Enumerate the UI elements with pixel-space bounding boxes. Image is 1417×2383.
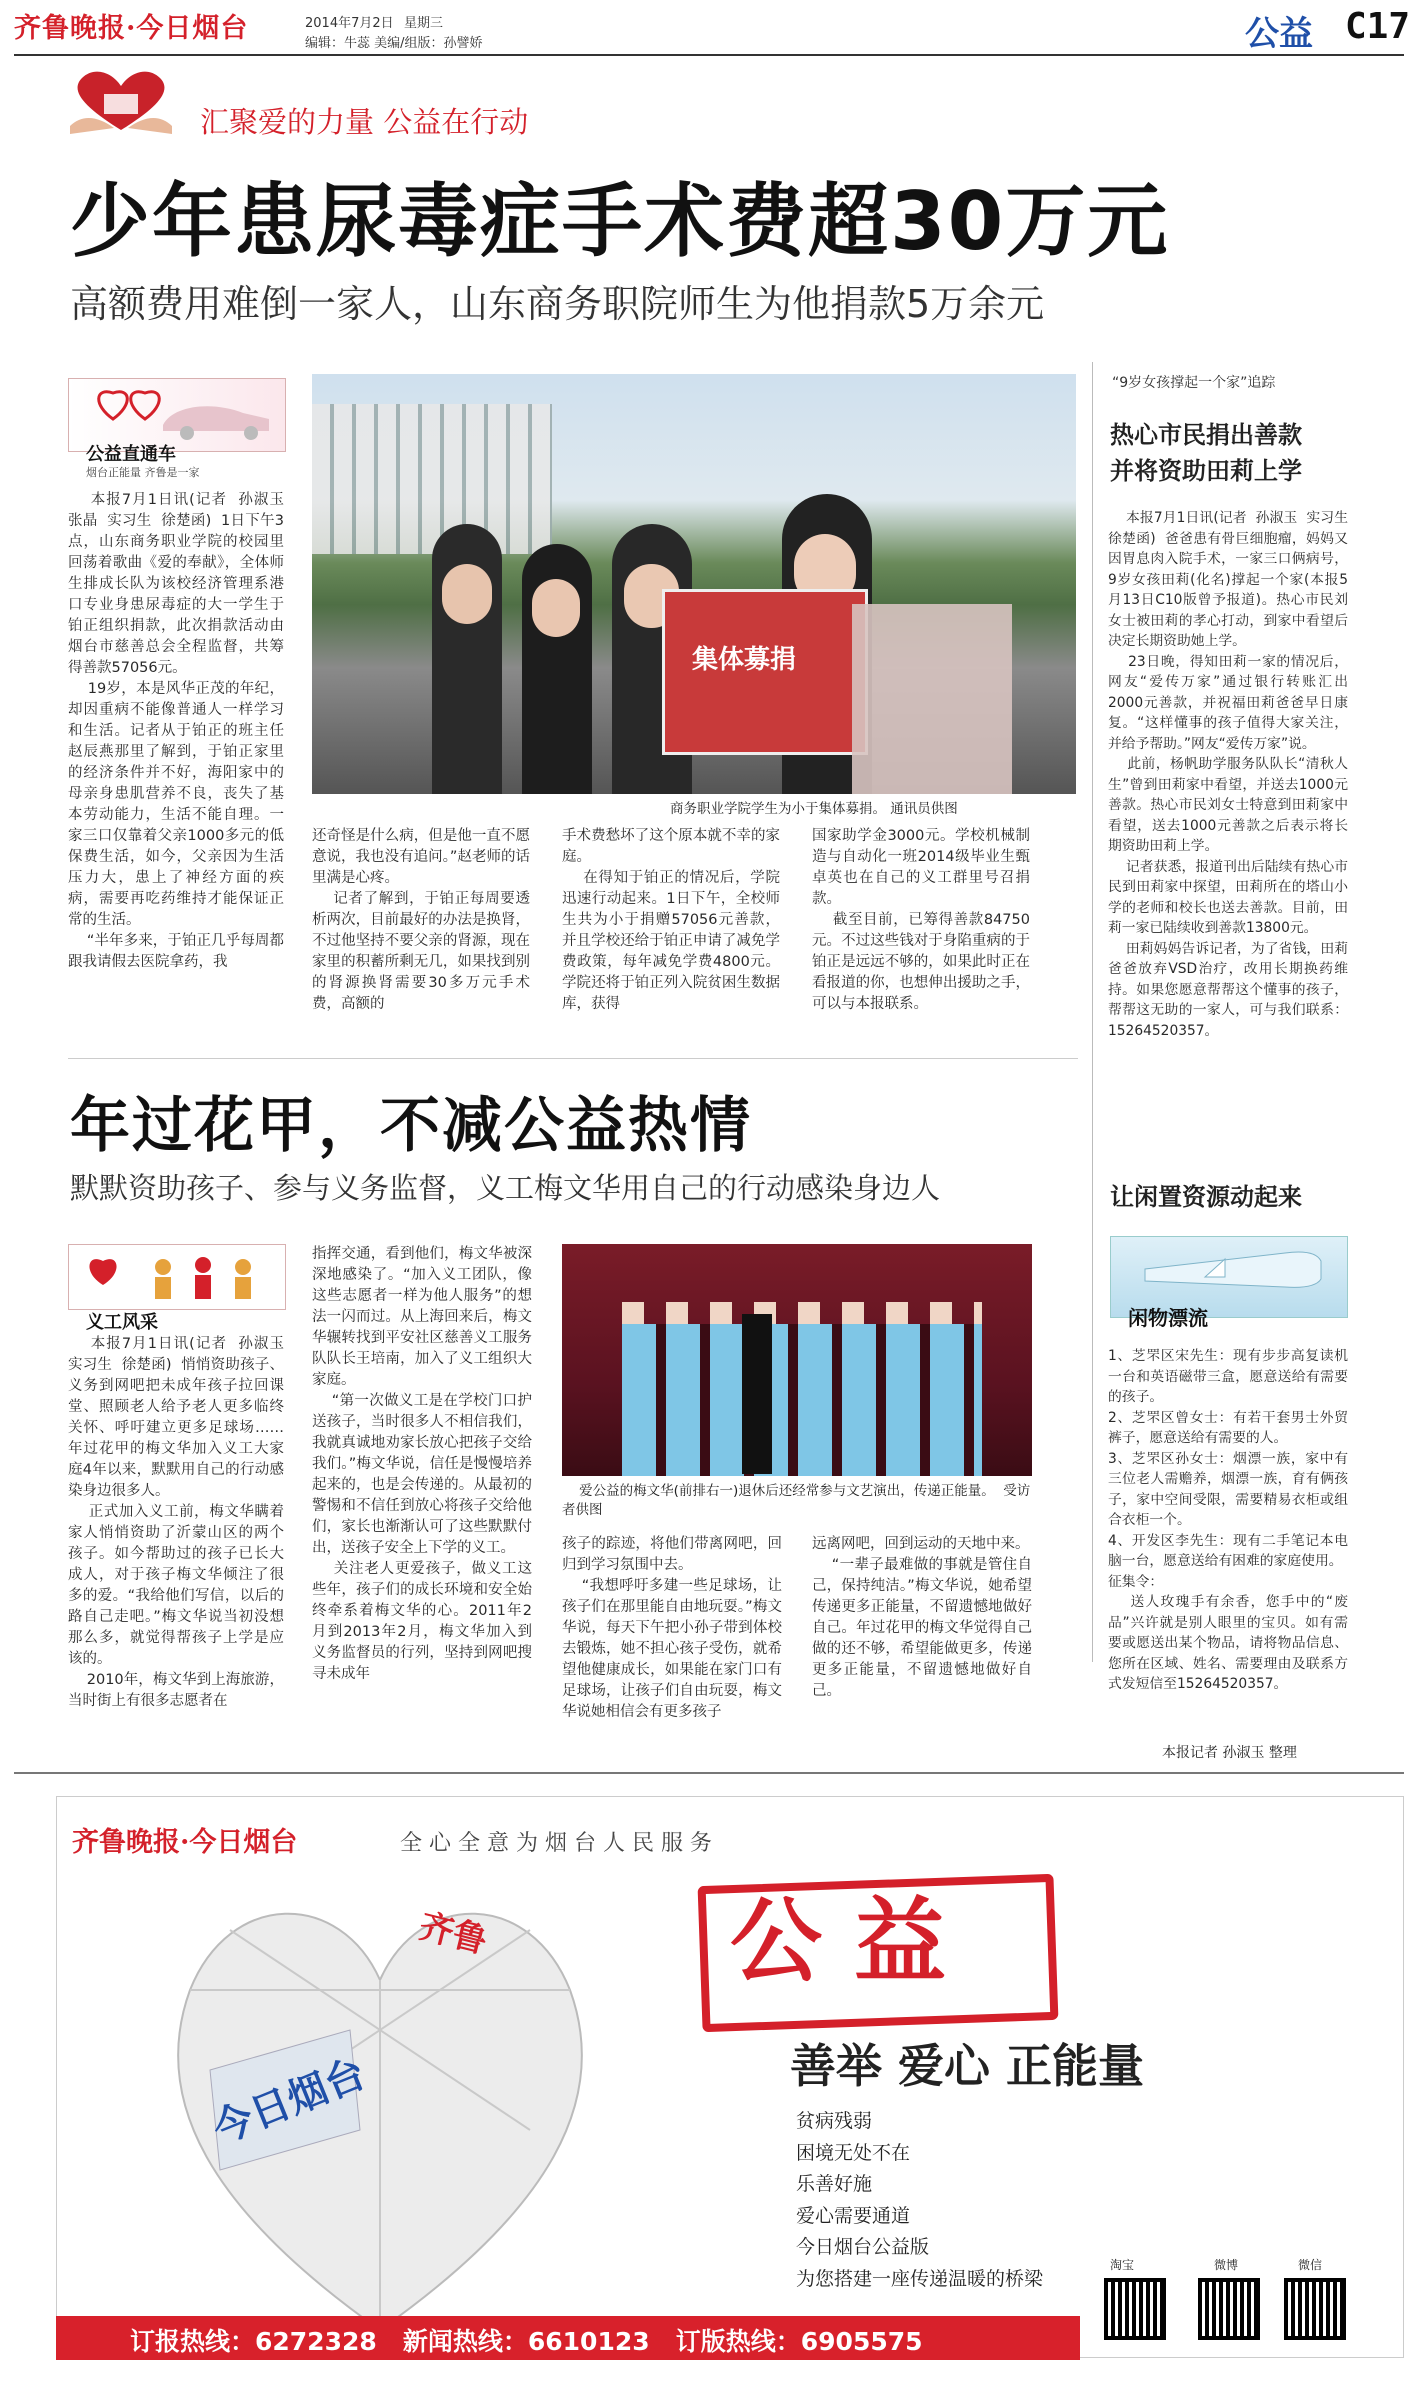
ad-lines bbox=[796, 2106, 1043, 2295]
header-rule bbox=[14, 54, 1404, 56]
story1-photo-caption: 商务职业学院学生为小于集体募捐。 通讯员供图 bbox=[670, 801, 958, 817]
ad-line: 为您搭建一座传递温暖的桥梁 bbox=[796, 2267, 1044, 2290]
sidebar1-kicker: “9岁女孩撑起一个家”追踪 bbox=[1112, 375, 1276, 391]
story2-body-col2: 指挥交通，看到他们，梅文华被深深地感染了。“加入义工团队，像这些志愿者一样为他人服务”的想法一闪而过。从上海回来后，梅文华辗转找到平安社区慈善义工服务队队长王培南，加入了义工组织大家庭。 “第一次做义工是在学校门口护送孩子，当时很多人不相信我们，我就真诚地劝家长放心把孩子交给我们。”梅文华说，信任是慢慢培养起来的，也是会传递的。从最初的警惕和不信任到放心将孩子交给他们，家长也渐渐认可了这些默默付出，送孩子安全上下学的义工。 关注老人更爱孩子，做义工这些年，孩子们的成长环境和安全始终牵系着梅文华的心。2011年2月到2013年2月，梅文华加入到义务监督员的行列，坚持到网吧搜寻未成年 bbox=[312, 1246, 533, 1682]
section-name: 公益 bbox=[1245, 14, 1313, 54]
masthead-logo: 齐鲁晚报·今日烟台 bbox=[14, 13, 249, 44]
newspaper-heart-illustration bbox=[150, 1870, 610, 2340]
heart-hands-icon bbox=[62, 66, 180, 136]
story2-top-rule bbox=[68, 1058, 1078, 1059]
story1-photo bbox=[312, 374, 1076, 794]
story1-body-col4: 国家助学金3000元。学校机械制造与自动化一班2014级毕业生甄卓英也在自己的义工群里号召捐款。 截至目前，已筹得善款84750元。不过这些钱对于身陷重病的于铂正是远远不够的，如果此时正在看报道的你，也想伸出援助之手，可以与本报联系。 bbox=[812, 828, 1030, 1012]
hotline-text: 订报热线：6272328 新闻热线：6610123 订版热线：6905575 bbox=[130, 2327, 923, 2356]
story1-subheadline: 高额费用难倒一家人，山东商务职院师生为他捐款5万余元 bbox=[70, 282, 1045, 326]
story2-photo bbox=[562, 1244, 1032, 1476]
sidebar2-sign: 本报记者 孙淑玉 整理 bbox=[1162, 1745, 1297, 1761]
donation-box-label: 集体募捐 bbox=[692, 645, 797, 675]
story2-column-tag bbox=[68, 1244, 286, 1310]
qr-code-weibo-icon[interactable] bbox=[1198, 2278, 1260, 2340]
ad-line: 今日烟台公益版 bbox=[796, 2236, 930, 2258]
story1-body-col2: 还奇怪是什么病，但是他一直不愿意说，我也没有追问。”赵老师的话里满是心疼。 记者了解到，于铂正每周要透析两次，目前最好的办法是换肾，不过他坚持不要父亲的肾源，现在家里的积蓄所剩无几，如果找到别的肾源换肾需要30多万元手术费，高额的 bbox=[312, 828, 530, 1012]
story1-body-col1: 本报7月1日讯(记者 孙淑玉 张晶 实习生 徐楚函) 1日下午3点，山东商务职业学院的校园里回荡着歌曲《爱的奉献》，全体师生排成长队为该校经济管理系港口专业身患尿毒症的大一学生于铂正组织捐款，此次捐款活动由烟台市慈善总会全程监督，共筹得善款57056元。 19岁，本是风华正茂的年纪，却因重病不能像普通人一样学习和生活。记者从于铂正的班主任赵辰燕那里了解到，于铂正家里的经济条件并不好，海阳家中的母亲身患肌营养不良，丧失了基本劳动能力，生活不能自理。一家三口仅靠着父亲1000多元的低保费生活，如今，父亲因为生活压力大，患上了神经方面的疾病，需要再吃药维持才能保证正常的生活。 “半年多来，于铂正几乎每周都跟我请假去医院拿药，我 bbox=[68, 492, 285, 970]
editor-credits: 编辑：牛蕊 美编/组版：孙譬娇 bbox=[305, 36, 483, 51]
sidebar2-title: 让闲置资源动起来 bbox=[1110, 1183, 1302, 1211]
qr-code-wechat-icon[interactable] bbox=[1284, 2278, 1346, 2340]
story1-tag-subtitle: 烟台正能量 齐鲁是一家 bbox=[86, 466, 200, 479]
sidebar1-body: 本报7月1日讯(记者 孙淑玉 实习生 徐楚函) 爸爸患有骨巨细胞瘤，妈妈又因胃息肉入院手术，一家三口俩病号，9岁女孩田莉(化名)撑起一个家(本报5月13日C10版曾予报道)。热心市民刘女士被田莉的孝心打动，到家中看望后决定长期资助她上学。 23日晚，得知田莉一家的情况后，网友“爱传万家”通过银行转账汇出2000元善款，并祝福田莉爸爸早日康复。“这样懂事的孩子值得大家关注，并给予帮助。”网友“爱传万家”说。 此前，杨帆助学服务队队长“清秋人生”曾到田莉家中看望，并送去1000元善款。热心市民刘女士特意到田莉家中看望，送去1000元善款之后表示将长期资助田莉上学。 记者获悉，报道刊出后陆续有热心市民到田莉家中探望，田莉所在的塔山小学的老师和校长也送去善款。目前，田莉一家已陆续收到善款13800元。 田莉妈妈告诉记者，为了省钱，田莉爸爸放弃VSD治疗，改用长期换药维持。如果您愿意帮帮这个懂事的孩子，帮帮这无助的一家人，可与我们联系：15264520357。 bbox=[1108, 510, 1348, 1039]
story1-headline: 少年患尿毒症手术费超30万元 bbox=[70, 175, 1170, 268]
story2-tag-title: 义工风采 bbox=[86, 1312, 158, 1333]
ad-line: 困境无处不在 bbox=[796, 2141, 911, 2164]
ad-slogan: 全 心 全 意 为 烟 台 人 民 服 务 bbox=[400, 1831, 712, 1856]
heart-paper-text-1: 今日烟台 bbox=[206, 2050, 373, 2154]
issue-date: 2014年7月2日 bbox=[305, 16, 394, 31]
charity-car-icon bbox=[73, 379, 283, 449]
sidebar2-body: 1、芝罘区宋先生：现有步步高复读机一台和英语磁带三盒，愿意送给有需要的孩子。 2、芝罘区曾女士：有若干套男士外贸裤子，愿意送给有需要的人。 3、芝罘区孙女士：烟漂一族，家中有三位老人需赡养，烟漂一族，育有俩孩子，家中空间受限，需要精易衣柜或组合衣柜一个。 4、开发区李先生：现有二手笔记本电脑一台，愿意送给有困难的家庭使用。 征集令： 送人玫瑰手有余香，您手中的“废品”兴许就是别人眼里的宝贝。如有需要或愿送出某个物品，请将物品信息、您所在区域、姓名、需要理由及联系方式发短信至15264520357。 bbox=[1108, 1348, 1348, 1692]
charity-stamp-text: 公 益 bbox=[730, 1888, 947, 1995]
story2-body-col3: 孩子的踪迹，将他们带离网吧，回归到学习氛围中去。 “我想呼吁多建一些足球场，让孩子们在那里能自由地玩耍。”梅文华说，每天下午把小孙子带到体校去锻炼，她不担心孩子受伤，就希望他健康成长，如果能在家门口有足球场，让孩子们自由玩耍，梅文华说她相信会有更多孩子 bbox=[562, 1536, 783, 1720]
story2-photo-caption: 爱公益的梅文华(前排右一)退休后还经常参与文艺演出，传递正能量。 受访者供图 bbox=[562, 1483, 1031, 1518]
qr-label-weibo: 微博 bbox=[1214, 2258, 1239, 2272]
story1-tag-title: 公益直通车 bbox=[86, 444, 176, 465]
sidebar2-tag-title: 闲物漂流 bbox=[1128, 1306, 1208, 1330]
volunteer-icon bbox=[73, 1245, 283, 1307]
ad-logo: 齐鲁晚报·今日烟台 bbox=[72, 1827, 298, 1858]
issue-weekday: 星期三 bbox=[404, 16, 444, 31]
story2-body-col1: 本报7月1日讯(记者 孙淑玉 实习生 徐楚函) 悄悄资助孩子、义务到网吧把未成年孩子拉回课堂、照顾老人给予老人更多临终关怀、呼吁建立更多足球场……年过花甲的梅文华加入义工大家庭4年以来，默默用自己的行动感染身边很多人。 正式加入义工前，梅文华瞒着家人悄悄资助了沂蒙山区的两个孩子。如今帮助过的孩子已长大成人，对于孩子梅文华倾注了很多的爱。“我给他们写信，以后的路自己走吧。”梅文华说当初没想那么多，就觉得帮孩子上学是应该的。 2010年，梅文华到上海旅游，当时街上有很多志愿者在 bbox=[68, 1336, 285, 1709]
slogan-banner: 汇聚爱的力量 公益在行动 bbox=[200, 105, 529, 139]
sidebar1-title-line2: 并将资助田莉上学 bbox=[1110, 457, 1302, 485]
page-number: C17 bbox=[1345, 6, 1411, 47]
ad-line: 贫病残弱 bbox=[796, 2110, 873, 2132]
sidebar-divider bbox=[1092, 362, 1093, 1662]
story1-body-col3: 手术费愁坏了这个原本就不幸的家庭。 在得知于铂正的情况后，学院迅速行动起来。1日下午，全校师生共为小于捐赠57056元善款，并且学校还给于铂正申请了减免学费政策，每年减免学费4800元。学院还将于铂正列入院贫困生数据库，获得 bbox=[562, 828, 780, 1012]
story2-subheadline: 默默资助孩子、参与义务监督，义工梅文华用自己的行动感染身边人 bbox=[70, 1171, 941, 1205]
story2-body-col4: 远离网吧，回到运动的天地中来。 “一辈子最难做的事就是管住自己，保持纯洁。”梅文华说，她希望传递更多正能量，不留遗憾地做好自己。年过花甲的梅文华觉得自己做的还不够，希望能做更多，传递更多正能量，不留遗憾地做好自己。 bbox=[812, 1536, 1033, 1699]
qr-code-taobao-icon[interactable] bbox=[1104, 2278, 1166, 2340]
bottle-icon bbox=[1115, 1239, 1345, 1299]
ad-top-rule bbox=[14, 1772, 1404, 1774]
story2-headline: 年过花甲，不减公益热情 bbox=[70, 1091, 752, 1161]
ad-headline: 善举 爱心 正能量 bbox=[790, 2039, 1145, 2093]
sidebar1-title-line1: 热心市民捐出善款 bbox=[1110, 421, 1302, 449]
ad-line: 乐善好施 bbox=[796, 2173, 873, 2195]
qr-label-wechat: 微信 bbox=[1298, 2258, 1323, 2272]
heart-paper-text-2: 齐鲁 bbox=[415, 1906, 491, 1962]
ad-line: 爱心需要通道 bbox=[796, 2204, 911, 2227]
qr-label-taobao: 淘宝 bbox=[1110, 2258, 1135, 2272]
